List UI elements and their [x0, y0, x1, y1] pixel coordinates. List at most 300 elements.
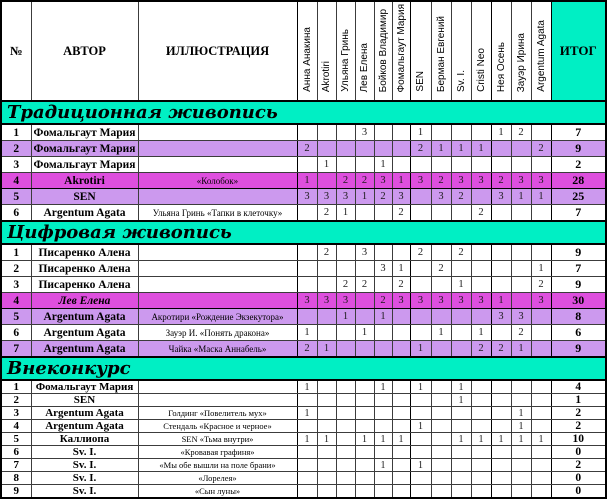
score-cell	[392, 141, 410, 157]
score-cell	[471, 277, 491, 293]
score-cell	[471, 446, 491, 459]
entry-row	[1, 293, 606, 309]
score-cell	[392, 459, 410, 472]
author-cell: Sv. I.	[31, 485, 138, 499]
row-number-cell: 5	[1, 309, 31, 325]
score-cell	[317, 261, 336, 277]
row-number-cell: 1	[1, 380, 31, 394]
score-cell	[317, 446, 336, 459]
row-number-cell: 9	[1, 485, 31, 499]
total-cell: 25	[551, 189, 606, 205]
illustration-cell: Голдинг «Повелитель мух»	[138, 407, 297, 420]
illustration-cell: Зауэр И. «Понять дракона»	[138, 325, 297, 341]
score-cell	[355, 420, 374, 433]
score-cell	[317, 472, 336, 485]
score-cell	[491, 244, 511, 261]
score-cell	[431, 459, 451, 472]
judge-header	[511, 1, 531, 101]
judge-name: Cristi Neo	[475, 48, 487, 92]
score-cell: 3	[317, 293, 336, 309]
entry-row	[1, 157, 606, 173]
score-cell	[491, 446, 511, 459]
entry-row	[1, 309, 606, 325]
score-cell	[297, 261, 317, 277]
score-cell: 1	[471, 433, 491, 446]
score-cell	[317, 124, 336, 141]
score-cell	[511, 157, 531, 173]
score-cell	[336, 244, 355, 261]
score-cell	[491, 472, 511, 485]
score-cell: 2	[297, 341, 317, 358]
author-cell: Писаренко Алена	[31, 261, 138, 277]
total-cell: 8	[551, 309, 606, 325]
score-cell	[431, 244, 451, 261]
total-cell: 2	[551, 407, 606, 420]
score-cell	[451, 157, 471, 173]
score-cell	[531, 205, 551, 222]
score-cell: 3	[355, 124, 374, 141]
score-cell	[431, 124, 451, 141]
score-cell	[491, 261, 511, 277]
score-cell	[336, 446, 355, 459]
score-cell: 3	[336, 189, 355, 205]
score-cell	[374, 244, 392, 261]
score-cell: 1	[491, 124, 511, 141]
score-cell	[491, 420, 511, 433]
score-cell: 1	[297, 380, 317, 394]
score-cell: 3	[451, 173, 471, 189]
row-number-cell: 6	[1, 446, 31, 459]
header-illustration: ИЛЛЮСТРАЦИЯ	[138, 1, 297, 101]
score-cell	[297, 394, 317, 407]
score-cell	[336, 485, 355, 499]
score-cell	[317, 277, 336, 293]
score-cell: 2	[374, 293, 392, 309]
score-cell	[374, 472, 392, 485]
row-number-cell: 2	[1, 394, 31, 407]
score-cell	[336, 325, 355, 341]
total-cell: 7	[551, 205, 606, 222]
score-cell	[297, 205, 317, 222]
score-cell	[374, 485, 392, 499]
total-cell: 7	[551, 261, 606, 277]
score-cell	[410, 205, 431, 222]
author-cell: Sv. I.	[31, 459, 138, 472]
score-cell	[471, 472, 491, 485]
score-cell	[374, 205, 392, 222]
score-cell: 1	[410, 124, 431, 141]
score-cell: 3	[471, 173, 491, 189]
score-cell	[317, 459, 336, 472]
score-cell	[511, 446, 531, 459]
score-cell	[336, 407, 355, 420]
score-cell	[374, 277, 392, 293]
score-cell: 1	[531, 189, 551, 205]
score-cell: 1	[511, 407, 531, 420]
score-cell	[336, 380, 355, 394]
score-cell	[392, 446, 410, 459]
score-cell: 2	[531, 141, 551, 157]
score-cell	[491, 205, 511, 222]
author-cell: SEN	[31, 394, 138, 407]
score-cell	[355, 293, 374, 309]
score-cell	[431, 309, 451, 325]
score-cell: 3	[392, 293, 410, 309]
row-number-cell: 6	[1, 205, 31, 222]
score-cell	[451, 485, 471, 499]
judge-name: Sv. I.	[455, 69, 467, 92]
score-cell	[392, 325, 410, 341]
score-cell	[511, 485, 531, 499]
entry-row	[1, 420, 606, 433]
score-cell	[297, 124, 317, 141]
score-cell	[531, 459, 551, 472]
author-cell: Лев Елена	[31, 293, 138, 309]
section-title: Традиционная живопись	[1, 101, 606, 124]
score-cell: 1	[491, 293, 511, 309]
score-cell	[531, 485, 551, 499]
score-cell	[410, 189, 431, 205]
score-cell	[355, 472, 374, 485]
score-cell	[392, 485, 410, 499]
score-cell: 2	[392, 205, 410, 222]
score-cell: 3	[431, 189, 451, 205]
score-cell: 1	[471, 141, 491, 157]
score-cell: 1	[392, 173, 410, 189]
score-cell	[355, 141, 374, 157]
score-cell	[355, 446, 374, 459]
score-cell	[431, 341, 451, 358]
score-cell	[511, 293, 531, 309]
score-cell	[410, 407, 431, 420]
score-cell	[491, 157, 511, 173]
score-cell: 3	[392, 189, 410, 205]
score-cell	[531, 244, 551, 261]
score-cell: 1	[451, 433, 471, 446]
section-title: Внеконкурс	[1, 357, 606, 380]
judge-name: Лев Елена	[359, 42, 370, 92]
judge-header	[410, 1, 431, 101]
score-cell	[410, 433, 431, 446]
score-cell	[336, 433, 355, 446]
score-cell: 1	[374, 309, 392, 325]
score-cell	[355, 485, 374, 499]
entry-row	[1, 433, 606, 446]
score-cell: 2	[491, 173, 511, 189]
score-cell	[297, 277, 317, 293]
entry-row	[1, 189, 606, 205]
score-cell	[410, 446, 431, 459]
score-cell	[471, 380, 491, 394]
total-cell: 0	[551, 472, 606, 485]
score-cell	[355, 205, 374, 222]
score-cell: 1	[355, 433, 374, 446]
score-cell	[531, 472, 551, 485]
score-cell	[297, 157, 317, 173]
entry-row	[1, 380, 606, 394]
score-cell	[491, 325, 511, 341]
score-cell	[531, 407, 551, 420]
score-cell	[511, 472, 531, 485]
score-cell: 1	[297, 433, 317, 446]
judge-header	[531, 1, 551, 101]
score-cell: 2	[317, 244, 336, 261]
score-cell: 3	[471, 293, 491, 309]
judge-header	[471, 1, 491, 101]
score-cell: 3	[451, 293, 471, 309]
score-cell	[531, 394, 551, 407]
judge-header	[392, 1, 410, 101]
score-cell	[511, 244, 531, 261]
judge-name: Берман Евгений	[435, 15, 447, 92]
score-cell: 1	[431, 325, 451, 341]
illustration-cell	[138, 293, 297, 309]
score-cell: 1	[392, 433, 410, 446]
score-cell	[336, 124, 355, 141]
row-number-cell: 5	[1, 189, 31, 205]
score-cell: 1	[471, 325, 491, 341]
score-cell: 2	[355, 173, 374, 189]
score-cell: 1	[511, 341, 531, 358]
entry-row	[1, 472, 606, 485]
score-cell: 3	[511, 309, 531, 325]
score-cell: 2	[511, 325, 531, 341]
judge-header	[374, 1, 392, 101]
score-cell	[431, 433, 451, 446]
score-cell: 2	[491, 341, 511, 358]
score-cell: 3	[431, 293, 451, 309]
score-cell	[511, 261, 531, 277]
score-cell	[471, 244, 491, 261]
score-cell	[392, 309, 410, 325]
score-cell: 3	[410, 293, 431, 309]
score-cell	[410, 277, 431, 293]
score-cell: 1	[410, 341, 431, 358]
judge-name: Нея Осень	[495, 41, 507, 92]
score-cell	[317, 485, 336, 499]
header-number: №	[1, 1, 31, 101]
score-cell	[336, 394, 355, 407]
score-cell	[451, 124, 471, 141]
score-cell	[297, 472, 317, 485]
score-cell	[491, 407, 511, 420]
entry-row	[1, 446, 606, 459]
score-cell	[451, 325, 471, 341]
score-cell	[531, 420, 551, 433]
score-cell: 3	[491, 309, 511, 325]
score-cell	[336, 420, 355, 433]
score-cell	[374, 141, 392, 157]
score-cell	[471, 309, 491, 325]
score-cell	[410, 309, 431, 325]
row-number-cell: 4	[1, 293, 31, 309]
score-cell	[374, 446, 392, 459]
total-cell: 28	[551, 173, 606, 189]
score-cell: 1	[317, 157, 336, 173]
score-cell	[431, 485, 451, 499]
row-number-cell: 1	[1, 244, 31, 261]
illustration-cell	[138, 141, 297, 157]
score-cell	[431, 420, 451, 433]
score-cell: 2	[355, 277, 374, 293]
score-cell	[531, 309, 551, 325]
author-cell: Argentum Agata	[31, 420, 138, 433]
score-cell	[410, 485, 431, 499]
score-cell: 2	[392, 277, 410, 293]
score-cell	[317, 407, 336, 420]
illustration-cell: Чайка «Маска Аннабель»	[138, 341, 297, 358]
score-cell: 1	[297, 173, 317, 189]
score-cell: 1	[531, 433, 551, 446]
illustration-cell: Ульяна Гринь «Тапки в клеточку»	[138, 205, 297, 222]
score-cell	[471, 189, 491, 205]
row-number-cell: 5	[1, 433, 31, 446]
total-cell: 9	[551, 341, 606, 358]
total-cell: 2	[551, 157, 606, 173]
row-number-cell: 4	[1, 173, 31, 189]
header-author: АВТОР	[31, 1, 138, 101]
total-cell: 6	[551, 325, 606, 341]
author-cell: Писаренко Алена	[31, 277, 138, 293]
score-cell: 2	[471, 341, 491, 358]
score-cell: 3	[297, 189, 317, 205]
author-cell: Argentum Agata	[31, 341, 138, 358]
total-cell: 4	[551, 380, 606, 394]
illustration-cell	[138, 124, 297, 141]
score-cell	[471, 420, 491, 433]
score-cell	[451, 459, 471, 472]
score-cell	[531, 446, 551, 459]
entry-row	[1, 277, 606, 293]
row-number-cell: 8	[1, 472, 31, 485]
score-cell	[317, 309, 336, 325]
score-cell	[431, 394, 451, 407]
score-cell: 3	[531, 173, 551, 189]
judge-header	[336, 1, 355, 101]
score-cell	[431, 446, 451, 459]
score-cell: 3	[355, 244, 374, 261]
score-cell	[355, 261, 374, 277]
judge-name: Анна Анакина	[301, 27, 313, 92]
table-header	[1, 1, 606, 101]
score-cell	[451, 205, 471, 222]
score-cell	[511, 141, 531, 157]
score-cell: 2	[336, 277, 355, 293]
score-cell: 1	[511, 420, 531, 433]
score-cell: 1	[317, 433, 336, 446]
score-cell	[392, 124, 410, 141]
score-cell	[355, 380, 374, 394]
score-cell	[410, 157, 431, 173]
row-number-cell: 2	[1, 261, 31, 277]
score-cell	[410, 472, 431, 485]
score-cell	[531, 124, 551, 141]
author-cell: Каллиопа	[31, 433, 138, 446]
score-cell: 3	[374, 261, 392, 277]
score-cell	[374, 341, 392, 358]
score-cell	[374, 420, 392, 433]
total-cell: 2	[551, 459, 606, 472]
score-cell: 1	[297, 325, 317, 341]
score-cell	[531, 341, 551, 358]
illustration-cell	[138, 244, 297, 261]
row-number-cell: 2	[1, 141, 31, 157]
entry-row	[1, 394, 606, 407]
score-cell	[410, 325, 431, 341]
score-cell: 2	[451, 189, 471, 205]
score-cell: 1	[451, 141, 471, 157]
judge-name: Фомальгаут Мария	[395, 3, 407, 92]
score-cell: 1	[374, 157, 392, 173]
score-cell	[355, 341, 374, 358]
header-total: ИТОГ	[551, 1, 606, 101]
judge-name: Ульяна Гринь	[340, 29, 351, 92]
score-cell	[336, 261, 355, 277]
total-cell: 0	[551, 485, 606, 499]
score-cell: 1	[355, 325, 374, 341]
score-cell	[374, 394, 392, 407]
score-cell: 2	[531, 277, 551, 293]
author-cell: Argentum Agata	[31, 309, 138, 325]
illustration-cell	[138, 277, 297, 293]
score-cell: 1	[392, 261, 410, 277]
score-cell	[531, 380, 551, 394]
score-cell	[297, 446, 317, 459]
entry-row	[1, 205, 606, 222]
score-cell	[471, 407, 491, 420]
score-cell	[355, 407, 374, 420]
judge-name: Argentum Agata	[535, 20, 547, 92]
score-cell	[511, 380, 531, 394]
score-cell: 1	[336, 309, 355, 325]
score-cell	[392, 407, 410, 420]
illustration-cell: SEN «Тьма внутри»	[138, 433, 297, 446]
score-cell	[392, 157, 410, 173]
judge-name: SEN	[415, 71, 426, 92]
illustration-cell: Акротири «Рождение Экзекутора»	[138, 309, 297, 325]
score-cell: 1	[317, 341, 336, 358]
author-cell: Argentum Agata	[31, 407, 138, 420]
judge-header	[431, 1, 451, 101]
score-cell	[355, 157, 374, 173]
score-cell: 1	[451, 277, 471, 293]
score-cell	[491, 459, 511, 472]
total-cell: 1	[551, 394, 606, 407]
score-cell	[297, 244, 317, 261]
section-title: Цифровая живопись	[1, 221, 606, 244]
score-cell: 2	[451, 244, 471, 261]
score-cell	[471, 261, 491, 277]
score-cell	[451, 446, 471, 459]
score-cell	[431, 157, 451, 173]
score-cell	[317, 380, 336, 394]
illustration-cell: Стендаль «Красное и черное»	[138, 420, 297, 433]
total-cell: 7	[551, 124, 606, 141]
score-cell	[431, 472, 451, 485]
author-cell: Фомальгаут Мария	[31, 141, 138, 157]
score-cell: 3	[374, 173, 392, 189]
section-band-row	[1, 101, 606, 124]
row-number-cell: 3	[1, 407, 31, 420]
row-number-cell: 3	[1, 277, 31, 293]
author-cell: Фомальгаут Мария	[31, 124, 138, 141]
score-cell	[451, 261, 471, 277]
score-cell: 3	[491, 189, 511, 205]
score-cell: 2	[431, 261, 451, 277]
score-cell	[392, 341, 410, 358]
score-cell	[317, 394, 336, 407]
score-cell: 3	[297, 293, 317, 309]
